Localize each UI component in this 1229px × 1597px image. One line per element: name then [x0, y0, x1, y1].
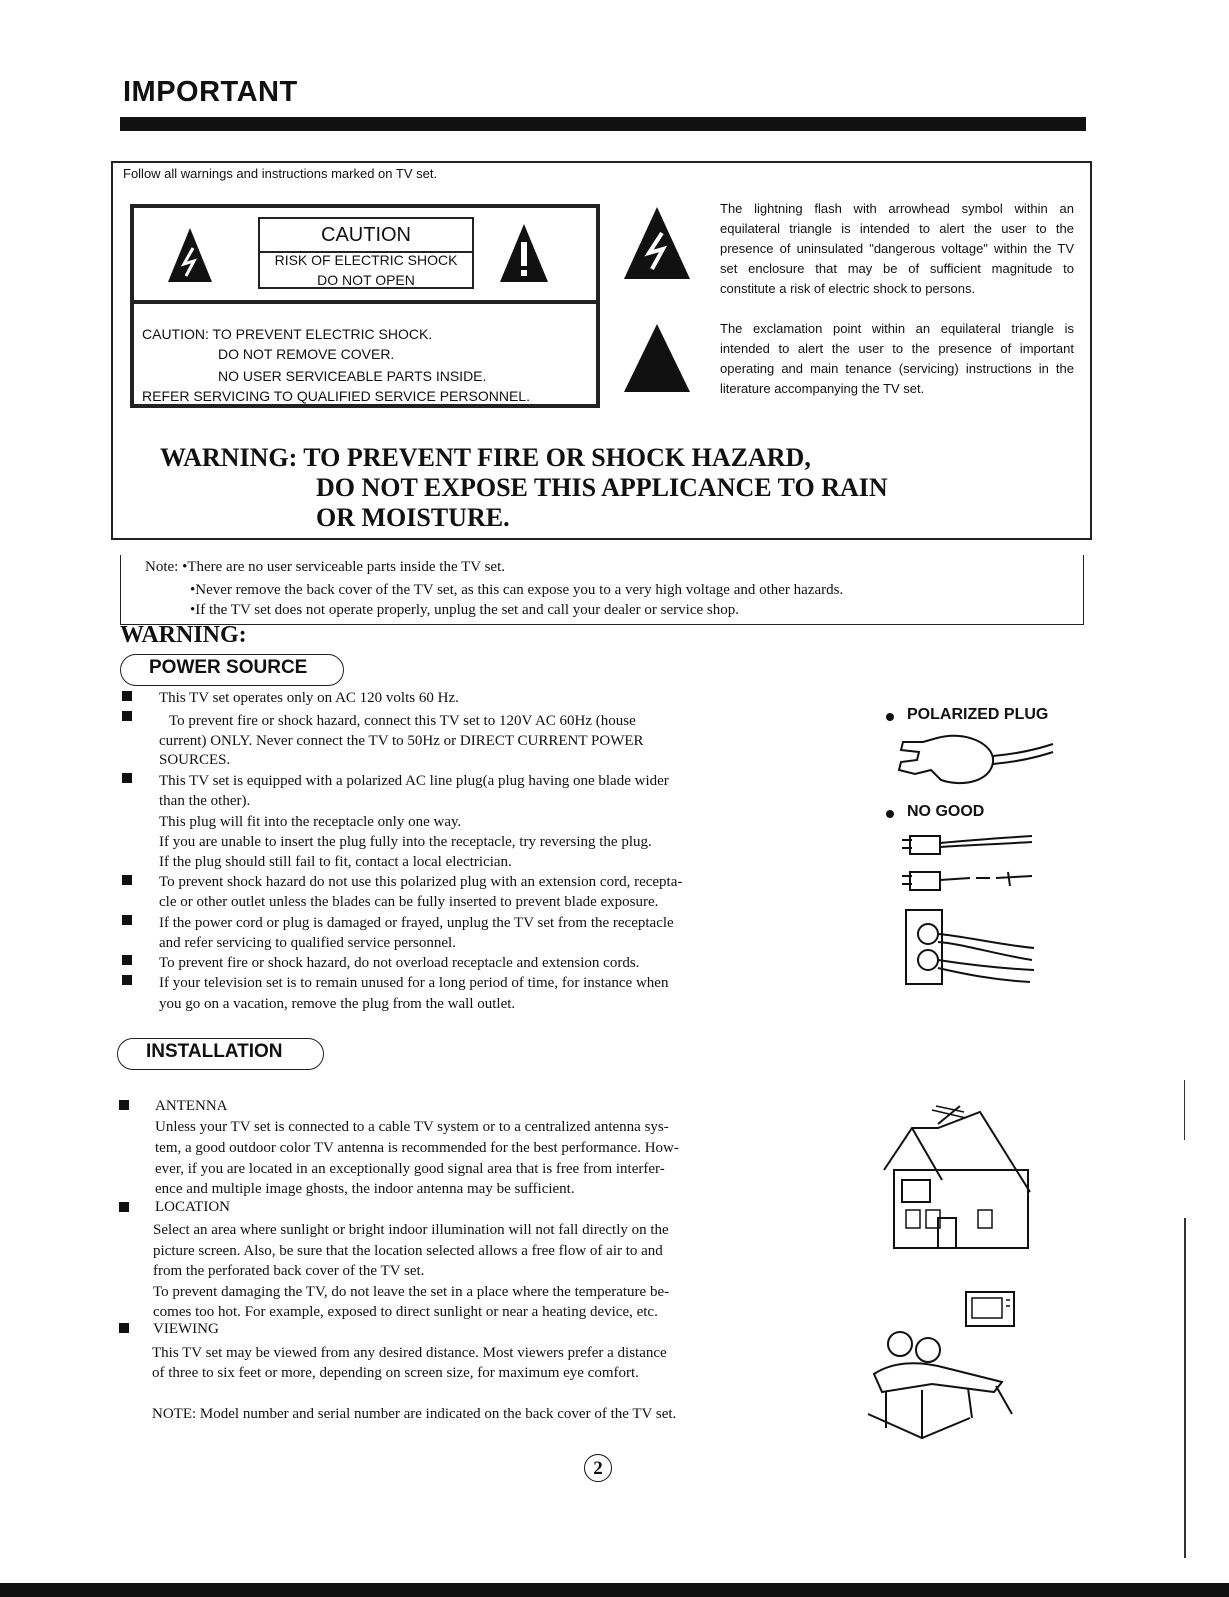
caution-divider — [130, 300, 600, 304]
caution-title: CAUTION — [321, 224, 411, 246]
caution-line-3: NO USER SERVICEABLE PARTS INSIDE. — [218, 368, 487, 384]
power-line-4: SOURCES. — [159, 752, 231, 768]
power-line-5: This TV set is equipped with a polarized AC line plug(a plug having one blade wider — [159, 773, 669, 789]
bullet — [122, 975, 132, 985]
power-line-10: To prevent shock hazard do not use this polarized plug with an extension cord, recepta- — [159, 874, 683, 890]
warning-heading: WARNING: — [120, 622, 247, 648]
bullet-dot — [886, 810, 894, 818]
installation-line-10: To prevent damaging the TV, do not leave the set in a place where the temperature be- — [153, 1284, 670, 1300]
polarized-plug-illustration — [895, 730, 1055, 790]
no-good-label: NO GOOD — [907, 803, 985, 820]
power-line-2: To prevent fire or shock hazard, connect this TV set to 120V AC 60Hz (house — [169, 713, 636, 729]
lightning-explanation: The lightning flash with arrowhead symbol within an equilateral triangle is intended to alert the user to the presence of uninsulated "dangerous voltage" within the TV set enclosure that may be of sufficient magnitude to constitute a risk of electric shock to persons. — [720, 201, 1074, 296]
caution-do-not-open-text: DO NOT OPEN — [317, 272, 415, 288]
caution-line-2: DO NOT REMOVE COVER. — [218, 346, 395, 362]
power-line-14: To prevent fire or shock hazard, do not overload receptacle and extension cords. — [159, 955, 640, 971]
viewing-heading: VIEWING — [153, 1321, 219, 1337]
scan-artifact-line — [1184, 1080, 1185, 1140]
bullet — [122, 711, 132, 721]
installation-line-14: of three to six feet or more, depending on screen size, for maximum eye comfort. — [152, 1365, 639, 1381]
page-title: IMPORTANT — [123, 76, 298, 108]
warning-line-3: OR MOISTURE. — [316, 503, 510, 532]
note-line-1: Note: •There are no user serviceable parts inside the TV set. — [145, 559, 505, 575]
installation-line-8: picture screen. Also, be sure that the location selected allows a free flow of air to and — [153, 1243, 663, 1259]
note-line-2: •Never remove the back cover of the TV set, as this can expose you to a very high voltage and other hazards. — [190, 582, 844, 598]
power-line-7: This plug will fit into the receptacle only one way. — [159, 814, 462, 830]
house-antenna-illustration — [880, 1100, 1040, 1252]
bullet — [122, 955, 132, 965]
location-heading: LOCATION — [155, 1199, 230, 1215]
installation-line-5: ence and multiple image ghosts, the indoor antenna may be sufficient. — [155, 1181, 575, 1197]
bullet — [119, 1100, 129, 1110]
power-line-9: If the plug should still fail to fit, contact a local electrician. — [159, 854, 512, 870]
bullet — [122, 875, 132, 885]
scan-artifact-line — [1184, 1218, 1186, 1558]
power-line-16: you go on a vacation, remove the plug from the wall outlet. — [159, 996, 516, 1012]
exclamation-symbol-icon — [622, 322, 692, 394]
heading-rule — [120, 117, 1086, 131]
installation-line-11: comes too hot. For example, exposed to direct sunlight or near a heating device, etc. — [153, 1304, 658, 1320]
bullet — [122, 691, 132, 701]
page-number: 2 — [584, 1454, 612, 1482]
power-line-15: If your television set is to remain unused for a long period of time, for instance when — [159, 975, 669, 991]
bullet — [119, 1202, 129, 1212]
bullet — [119, 1323, 129, 1333]
installation-line-3: tem, a good outdoor color TV antenna is recommended for the best performance. How- — [155, 1140, 679, 1156]
overloaded-outlet-illustration — [904, 908, 1038, 988]
installation-line-7: Select an area where sunlight or bright indoor illumination will not fall directly on the — [153, 1222, 669, 1238]
power-line-13: and refer servicing to qualified service personnel. — [159, 935, 456, 951]
viewing-tv-illustration — [862, 1288, 1038, 1448]
installation-line-2: Unless your TV set is connected to a cable TV system or to a centralized antenna sys- — [155, 1119, 669, 1135]
antenna-heading: ANTENNA — [155, 1098, 228, 1114]
installation-line-13: This TV set may be viewed from any desired distance. Most viewers prefer a distance — [152, 1345, 667, 1361]
caution-risk-text: RISK OF ELECTRIC SHOCK — [274, 252, 458, 268]
no-good-plug-illustration — [900, 828, 1040, 898]
warning-line-2: DO NOT EXPOSE THIS APPLICANCE TO RAIN — [316, 473, 888, 502]
bottom-scan-bar — [0, 1583, 1229, 1597]
lightning-symbol-icon — [622, 205, 692, 281]
fire-shock-warning — [160, 443, 888, 533]
exclamation-warning-icon — [498, 222, 550, 284]
polarized-plug-label: POLARIZED PLUG — [907, 706, 1049, 723]
power-line-1: This TV set operates only on AC 120 volts 60 Hz. — [159, 690, 459, 706]
power-line-8: If you are unable to insert the plug fully into the receptacle, try reversing the plug. — [159, 834, 652, 850]
power-line-11: cle or other outlet unless the blades can be fully inserted to prevent blade exposure. — [159, 894, 659, 910]
lightning-warning-icon — [166, 226, 214, 284]
installation-line-4: ever, if you are located in an exceptionally good signal area that is free from interfer- — [155, 1161, 665, 1177]
warning-line-1: WARNING: TO PREVENT FIRE OR SHOCK HAZARD, — [160, 443, 811, 472]
note-line-3: •If the TV set does not operate properly, unplug the set and call your dealer or service shop. — [190, 602, 739, 618]
caution-line-1: CAUTION: TO PREVENT ELECTRIC SHOCK. — [142, 326, 433, 342]
installation-heading: INSTALLATION — [117, 1038, 324, 1070]
power-source-heading: POWER SOURCE — [120, 654, 344, 686]
caution-line-4: REFER SERVICING TO QUALIFIED SERVICE PERSONNEL. — [142, 388, 530, 404]
power-line-6: than the other). — [159, 793, 251, 809]
exclamation-explanation: The exclamation point within an equilateral triangle is intended to alert the user to the presence of important operating and main tenance (servicing) instructions in the literature accompanying the TV set. — [720, 321, 1074, 396]
bullet — [122, 915, 132, 925]
installation-line-9: from the perforated back cover of the TV set. — [153, 1263, 425, 1279]
follow-instructions-text: Follow all warnings and instructions marked on TV set. — [123, 166, 438, 181]
bullet-dot — [886, 713, 894, 721]
bullet — [122, 773, 132, 783]
power-line-12: If the power cord or plug is damaged or frayed, unplug the TV set from the receptacle — [159, 915, 674, 931]
model-serial-note: NOTE: Model number and serial number are indicated on the back cover of the TV set. — [152, 1406, 677, 1422]
power-line-3: current) ONLY. Never connect the TV to 50Hz or DIRECT CURRENT POWER — [159, 733, 644, 749]
